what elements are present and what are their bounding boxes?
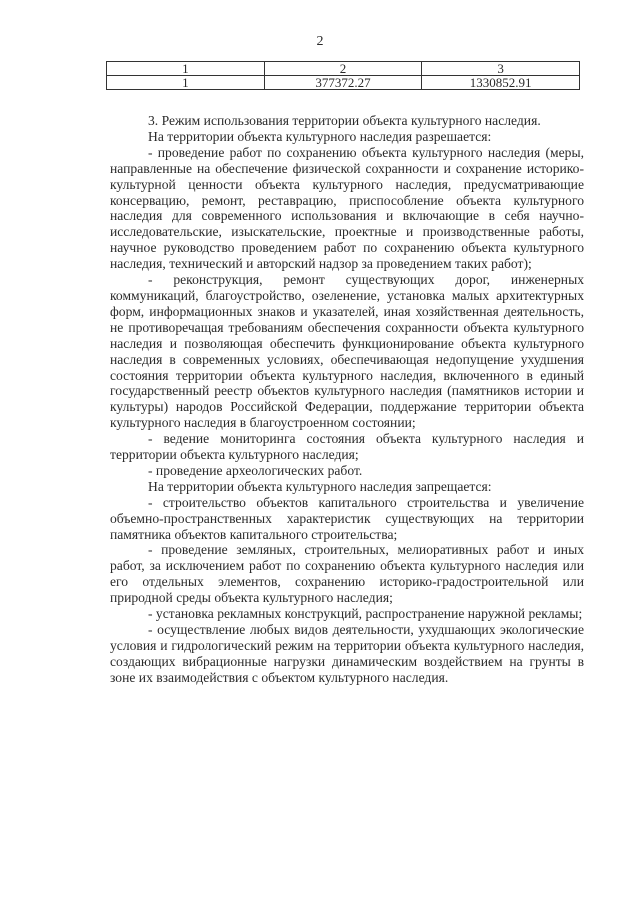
list-item: - строительство объектов капитального строительства и увеличение объемно-пространственных характеристик существующих на территории памятника объектов капитального строительства; xyxy=(110,494,584,542)
table-cell: 1330852.91 xyxy=(422,76,580,90)
table-header-cell: 1 xyxy=(107,62,265,76)
list-item: - проведение земляных, строительных, мелиоративных работ и иных работ, за исключением работ по сохранению объекта культурного наследия или его отдельных элементов, сохранению историко-градостроительной или природной среды объекта культурного наследия; xyxy=(110,542,584,606)
document-body xyxy=(110,113,584,686)
table-cell: 377372.27 xyxy=(264,76,422,90)
section-heading: 3. Режим использования территории объекта культурного наследия. xyxy=(148,113,541,128)
paragraph: На территории объекта культурного наследия запрещается: xyxy=(148,478,492,494)
table-header-cell: 2 xyxy=(264,62,422,76)
list-item: - реконструкция, ремонт существующих дорог, инженерных коммуникаций, благоустройство, озеленение, установка малых архитектурных форм, информационных знаков и указателей, иная хозяйственная деятельность, не противоречащая требованиям обеспечения сохранности объекта культурного наследия и позволяющая обеспечить функционирование объекта культурного наследия в современных условиях, обеспечивающая недопущение ухудшения состояния территории объекта культурного наследия, включенного в единый государственный реестр объектов культурного наследия (памятников истории и культуры) народов Российской Федерации, поддержание территории объекта культурного наследия в благоустроенном состоянии; xyxy=(110,272,584,431)
table-row xyxy=(107,76,580,90)
list-item: - ведение мониторинга состояния объекта культурного наследия и территории объекта культурного наследия; xyxy=(110,431,584,463)
list-item: - осуществление любых видов деятельности, ухудшающих экологические условия и гидрологический режим на территории объекта культурного наследия, создающих вибрационные нагрузки динамическим воздействием на грунты в зоне их взаимодействия с объектом культурного наследия. xyxy=(110,622,584,685)
coordinates-table xyxy=(106,61,580,90)
list-item: - проведение археологических работ. xyxy=(148,462,363,478)
list-item: - проведение работ по сохранению объекта культурного наследия (меры, направленные на обеспечение физической сохранности и сохранение историко-культурной ценности объекта культурного наследия, предусматривающие консервацию, ремонт, реставрацию, приспособление объекта культурного наследия для современного использования и включающие в себя научно-исследовательские, изыскательские, проектные и производственные работы, научное руководство проведением работ по сохранению объекта культурного наследия, технический и авторский надзор за проведением таких работ); xyxy=(110,144,584,272)
paragraph: На территории объекта культурного наследия разрешается: xyxy=(148,128,492,144)
table-header-cell: 3 xyxy=(422,62,580,76)
page-number: 2 xyxy=(316,34,324,49)
table-header-row xyxy=(107,62,580,76)
list-item: - установка рекламных конструкций, распространение наружной рекламы; xyxy=(148,606,583,622)
table-cell: 1 xyxy=(107,76,265,90)
